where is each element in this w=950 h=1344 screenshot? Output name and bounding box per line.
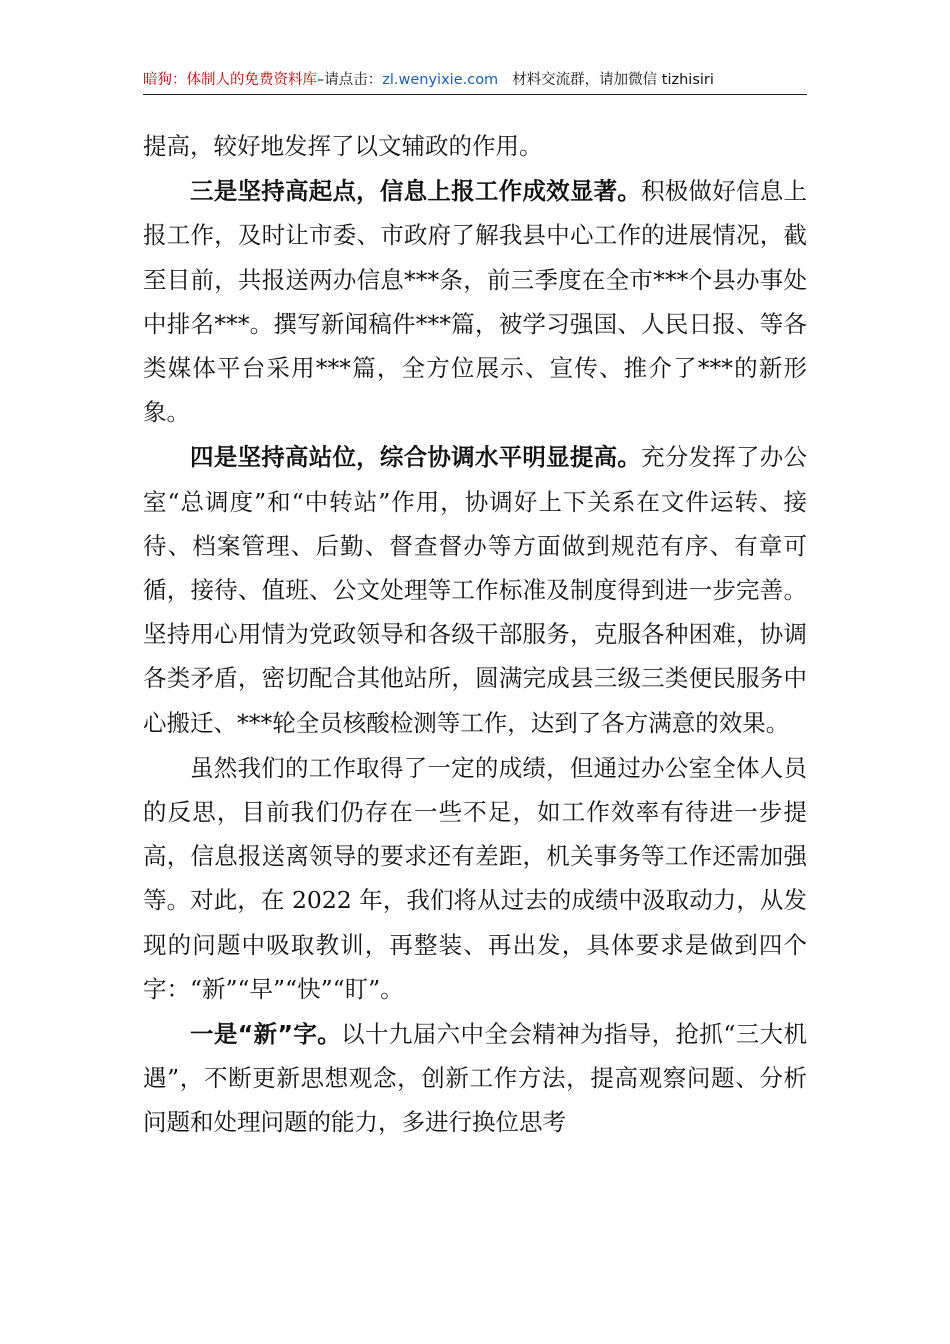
page-header <box>143 70 807 95</box>
paragraph-2 <box>143 169 807 434</box>
click-prefix: –请点击： <box>317 72 383 88</box>
paragraph-lead: 四是坚持高站位，综合协调水平明显提高。 <box>190 443 642 472</box>
site-url-link[interactable]: zl.wenyixie.com <box>382 72 499 88</box>
wechat-text: 材料交流群，请加微信 tizhisiri <box>512 72 714 88</box>
paragraph-5 <box>143 1012 807 1145</box>
paragraph-3 <box>143 435 807 744</box>
paragraph-text: 虽然我们的工作取得了一定的成绩，但通过办公室全体人员的反思，目前我们仍存在一些不足，如工作效率有待进一步提高，信息报送离领导的要求还有差距，机关事务等工作还需加强等。对此，在 2022 年，我们将从过去的成绩中汲取动力，从发现的问题中吸取教训，再整装、再出发，具体要求是做到四个字：“新”“早”“快”“盯”。 <box>143 753 807 1003</box>
paragraph-text: 以十九届六中全会精神为指导，抢抓“三大机遇”，不断更新思想观念，创新工作方法，提高观察问题、分析问题和处理问题的能力，多进行换位思考 <box>143 1020 807 1137</box>
paragraph-text: 提高，较好地发挥了以文辅政的作用。 <box>143 132 543 160</box>
paragraph-4 <box>143 746 807 1011</box>
document-body <box>143 124 807 1145</box>
paragraph-lead: 一是“新”字。 <box>190 1020 342 1049</box>
site-name[interactable]: 暗狗：体制人的免费资料库 <box>143 72 317 88</box>
paragraph-lead: 三是坚持高起点，信息上报工作成效显著。 <box>190 177 642 206</box>
paragraph-1 <box>143 124 807 168</box>
paragraph-text: 积极做好信息上报工作，及时让市委、市政府了解我县中心工作的进展情况，截至目前，共报送两办信息***条，前三季度在全市***个县办事处中排名***。撰写新闻稿件***篇，被学习强国、人民日报、等各类媒体平台采用***篇，全方位展示、宣传、推介了***的新形象。 <box>143 177 808 427</box>
paragraph-text: 充分发挥了办公室“总调度”和“中转站”作用，协调好上下关系在文件运转、接待、档案管理、后勤、督查督办等方面做到规范有序、有章可循，接待、值班、公文处理等工作标准及制度得到进一步完善。坚持用心用情为党政领导和各级干部服务，克服各种困难，协调各类矛盾，密切配合其他站所，圆满完成县三级三类便民服务中心搬迁、***轮全员核酸检测等工作，达到了各方满意的效果。 <box>143 443 808 737</box>
